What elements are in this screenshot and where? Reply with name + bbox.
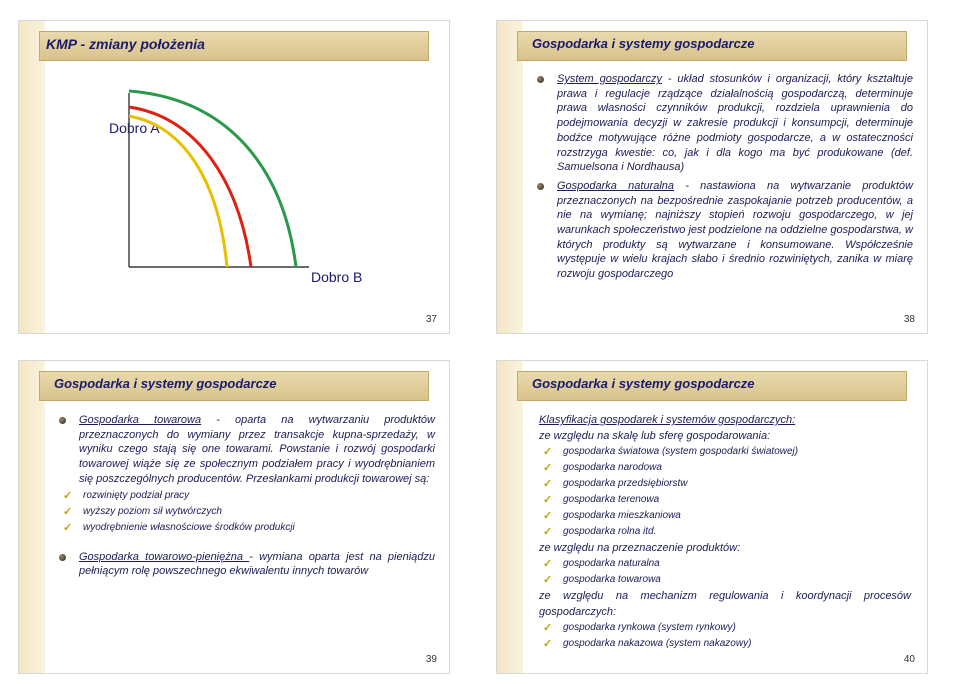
bullet-gospodarka-towarowo-pieniezna — [59, 550, 435, 579]
slide-40 — [496, 360, 928, 674]
term: Gospodarka towarowo-pieniężna — [79, 550, 250, 563]
check-item: ✓ gospodarka towarowa — [539, 572, 911, 588]
bullet-gospodarka-naturalna — [537, 179, 913, 282]
check-item: ✓ wyższy poziom sił wytwórczych — [59, 504, 435, 520]
slide-title: Gospodarka i systemy gospodarcze — [532, 36, 755, 51]
check-item: ✓ gospodarka mieszkaniowa — [539, 508, 911, 524]
slide-body — [539, 412, 911, 652]
check-item: ✓ gospodarka terenowa — [539, 492, 911, 508]
slide-38 — [496, 20, 928, 334]
term: Gospodarka towarowa — [79, 414, 202, 426]
definition: - wymiana oparta jest na pieniądzu pełniącym rolę powszechnego ekwiwalentu innych towarów — [79, 550, 436, 578]
check-item: ✓ gospodarka naturalna — [539, 556, 911, 572]
check-item: ✓ gospodarka światowa (system gospodarki światowej) — [539, 444, 911, 460]
page-number: 38 — [903, 314, 915, 325]
slide-title-bar — [39, 371, 429, 401]
check-item: ✓ gospodarka nakazowa (system nakazowy) — [539, 636, 911, 652]
check-item: ✓ rozwinięty podział pracy — [59, 488, 435, 504]
page-number: 37 — [425, 314, 437, 325]
slide-body — [537, 72, 913, 286]
check-item: ✓ wyodrębnienie własnościowe środków produkcji — [59, 520, 435, 536]
page-number: 39 — [425, 654, 437, 665]
slide-title-bar — [517, 31, 907, 61]
group-scale-heading: ze względu na skalę lub sferę gospodarowania: — [539, 430, 771, 442]
group-mechanism-heading: ze względu na mechanizm regulowania i koordynacji procesów gospodarczych: — [539, 590, 911, 618]
check-item: ✓ gospodarka przedsiębiorstw — [539, 476, 911, 492]
slide-39 — [18, 360, 450, 674]
ppf-chart — [19, 21, 449, 333]
definition: - nastawiona na wytwarzanie produktów przeznaczonych na bezpośrednie zaspokajanie potrzeb producentów, a nie na wymianę; najniższy stopień rozwoju gospodarczego, w jej warunkach społeczeństwo jest podzielone na oddzielne gospodarstwa, w których produkty są wytwarzane i konsumowane. Współcześnie występuje w wielu krajach słabo i średnio rozwiniętych, zanika w miarę rozwoju gospodarczego — [557, 179, 913, 281]
bullet-system-gospodarczy — [537, 72, 913, 175]
term: Gospodarka naturalna — [557, 179, 675, 192]
group-purpose-heading: ze względu na przeznaczenie produktów: — [539, 542, 741, 554]
slide-title: KMP - zmiany położenia — [46, 36, 205, 52]
slide-title: Gospodarka i systemy gospodarcze — [532, 376, 755, 391]
term: System gospodarczy — [557, 73, 662, 85]
page-number: 40 — [903, 654, 915, 665]
ppf-curve-outer — [129, 91, 296, 267]
label-dobro-a: Dobro A — [109, 120, 160, 136]
slide-title-bar — [517, 371, 907, 401]
ppf-curve-inner — [129, 116, 227, 267]
classification-heading: Klasyfikacja gospodarek i systemów gospodarczych: — [539, 414, 796, 426]
slide-title: Gospodarka i systemy gospodarcze — [54, 376, 277, 391]
bullet-gospodarka-towarowa — [59, 413, 435, 487]
check-item: ✓ gospodarka narodowa — [539, 460, 911, 476]
decorative-strip — [497, 21, 523, 333]
label-dobro-b: Dobro B — [311, 269, 363, 285]
decorative-strip — [19, 361, 45, 673]
slide-body — [59, 413, 435, 583]
definition: - oparta na wytwarzaniu produktów przeznaczonych do wymiany przez transakcje kupna-sprzedaży, w wyniku czego stają się one towarami. Powstanie i rozwój gospodarki towarowej wiąże się ze społecznym podziałem pracy i wyodrębnianiem się poszczególnych producentów. Przesłankami produkcji towarowej są: — [79, 414, 435, 485]
slide-37 — [18, 20, 450, 334]
decorative-strip — [497, 361, 523, 673]
check-item: ✓ gospodarka rolna itd. — [539, 524, 911, 540]
check-item: ✓ gospodarka rynkowa (system rynkowy) — [539, 620, 911, 636]
definition: - układ stosunków i organizacji, który kształtuje prawa i regulacje rządzące działalnością gospodarczą, determinuje prawa własności czynników produkcji, rozdziela uprawnienia do podejmowania decyzji w zakresie produkcji i konsumpcji, determinuje bodźce motywujące różne podmioty gospodarcze, a w ostateczności rozstrzyga kwestie: co, jak i dla kogo ma być produkowane (def. Samuelsona i Nordhausa) — [557, 73, 913, 174]
